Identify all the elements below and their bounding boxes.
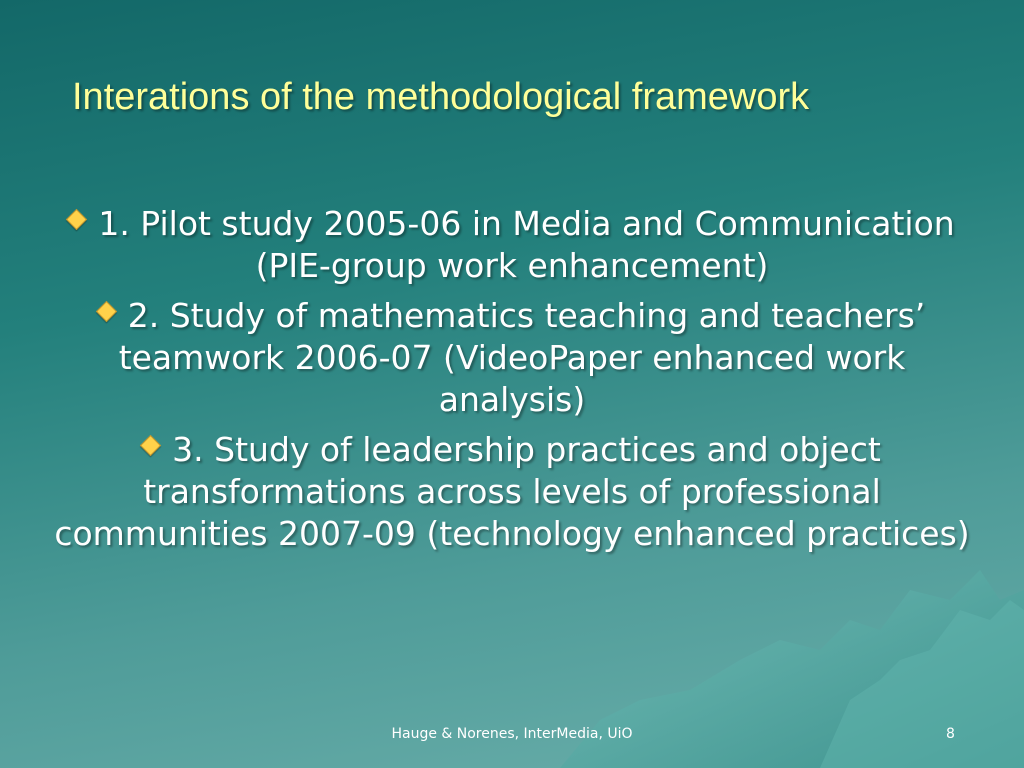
slide-title: Interations of the methodological framework [72,76,810,118]
page-number: 8 [946,726,955,742]
diamond-bullet-icon [140,435,161,456]
bullet-item [50,295,974,421]
bullet-text: 2. Study of mathematics teaching and teachers’ teamwork 2006-07 (VideoPaper enhanced work analysis) [118,296,926,419]
bullet-text: 3. Study of leadership practices and object transformations across levels of professional communities 2007-09 (technology enhanced practices) [54,430,970,553]
diamond-bullet-icon [66,209,87,230]
bullet-list [50,203,974,563]
diamond-bullet-icon [96,301,117,322]
bullet-text: 1. Pilot study 2005-06 in Media and Communication (PIE-group work enhancement) [98,204,955,285]
slide-footer: Hauge & Norenes, InterMedia, UiO [391,726,633,742]
bullet-item [50,429,974,555]
bullet-item [50,203,974,287]
